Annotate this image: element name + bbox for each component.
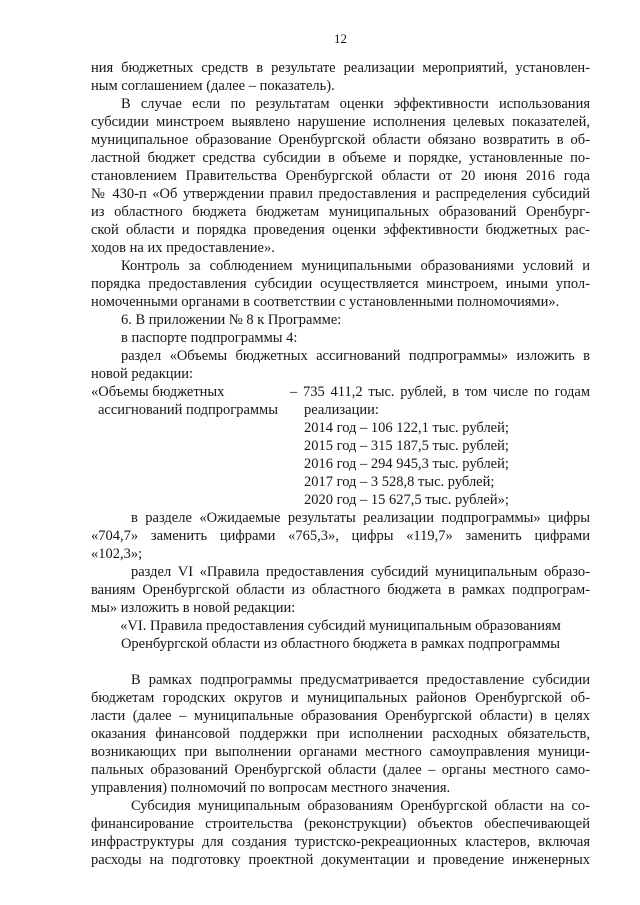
- paragraph-line: № 430-п «Об утверждении правил предоставления и распределения субсидий: [91, 186, 590, 202]
- paragraph-line: раздел «Объемы бюджетных ассигнований подпрограммы» изложить в: [121, 348, 590, 364]
- paragraph-line: возникающих при выполнении органами местного самоуправления муници-: [91, 744, 590, 760]
- section-vi-intro: [91, 563, 590, 617]
- funding-table: [91, 383, 590, 509]
- funding-year-line: 2014 год – 106 122,1 тыс. рублей;: [304, 420, 509, 436]
- paragraph-line: раздел VI «Правила предоставления субсидий муниципальным образо-: [131, 564, 590, 580]
- paragraph-line: «704,7» заменить цифрами «765,3», цифры «119,7» заменить цифрами: [91, 528, 590, 544]
- item-6-heading: 6. В приложении № 8 к Программе:: [121, 312, 342, 328]
- paragraph-line: расходы на подготовку проектной документации и проведение инженерных: [91, 852, 590, 868]
- paragraph-line: ным соглашением (далее – показатель).: [91, 78, 335, 94]
- paragraph-line: ластной бюджет средства субсидии в объеме и порядке, установленные по-: [91, 150, 590, 166]
- paragraph-line: муниципальное образование Оренбургской области обязано возвратить в об-: [91, 132, 590, 148]
- paragraph-line: пальных образований Оренбургской области (далее – органы местного само-: [91, 762, 590, 778]
- paragraph-line: новой редакции:: [91, 366, 194, 382]
- paragraph-line: из областного бюджета бюджетам муниципальных образований Оренбург-: [91, 204, 590, 220]
- paragraph-line: номоченными органами в соответствии с установленными полномочиями».: [91, 294, 560, 310]
- paragraph-line: субсидии минстроем выявлено нарушение исполнения целевых показателей,: [91, 114, 590, 130]
- funding-year-line: 2020 год – 15 627,5 тыс. рублей»;: [304, 492, 509, 508]
- funding-year-line: 2017 год – 3 528,8 тыс. рублей;: [304, 474, 495, 490]
- paragraph-line: «102,3»;: [91, 546, 143, 562]
- paragraph-line: В рамках подпрограммы предусматривается предоставление субсидии: [131, 672, 590, 688]
- section-vi-heading: [91, 617, 590, 653]
- funding-total-line: реализации:: [304, 402, 379, 418]
- funding-year-line: 2015 год – 315 187,5 тыс. рублей;: [304, 438, 509, 454]
- heading-line: Оренбургской области из областного бюджета в рамках подпрограммы: [120, 636, 561, 652]
- paragraph-line: мы» изложить в новой редакции:: [91, 600, 296, 616]
- control-paragraph: [91, 257, 590, 311]
- paragraph-line: ходов на их предоставление».: [91, 240, 275, 256]
- paragraph-line: становлением Правительства Оренбургской области от 20 июня 2016 года: [91, 168, 590, 184]
- funding-table-values: [290, 383, 590, 509]
- funding-total-line: – 735 411,2 тыс. рублей, в том числе по годам: [290, 384, 590, 400]
- intro-paragraph: [91, 59, 590, 95]
- paragraph-line: оказания финансовой поддержки при исполнении расходных обязательств,: [91, 726, 590, 742]
- refund-paragraph: [91, 95, 590, 257]
- passport-intro: в паспорте подпрограммы 4:: [121, 330, 298, 346]
- paragraph-line: В случае если по результатам оценки эффективности использования: [121, 96, 590, 112]
- paragraph-line: финансирование строительства (реконструкции) объектов обеспечивающей: [91, 816, 590, 832]
- paragraph-line: в разделе «Ожидаемые результаты реализации подпрограммы» цифры: [131, 510, 590, 526]
- paragraph-line: порядка предоставления субсидии осуществляется минстроем, иными упол-: [91, 276, 590, 292]
- section-vi-paragraph-1: [91, 671, 590, 797]
- funding-table-label: [91, 383, 290, 509]
- paragraph-line: ния бюджетных средств в результате реализации мероприятий, установлен-: [91, 60, 590, 76]
- paragraph-line: инфраструктуры для создания туристско-рекреационных кластеров, включая: [91, 834, 590, 850]
- paragraph-line: ласти (далее – муниципальные образования Оренбургской области) в целях: [91, 708, 590, 724]
- funding-label-line: «Объемы бюджетных: [91, 384, 225, 400]
- expected-results-paragraph: [91, 509, 590, 563]
- page-body: [91, 59, 590, 869]
- paragraph-line: ваниям Оренбургской области из областного бюджета в рамках подпрограм-: [91, 582, 590, 598]
- paragraph-line: Контроль за соблюдением муниципальными образованиями условий и: [121, 258, 590, 274]
- paragraph-line: ской области и порядка проведения оценки эффективности бюджетных рас-: [91, 222, 590, 238]
- volume-section-intro: [91, 347, 590, 383]
- page-number: 12: [334, 31, 347, 46]
- paragraph-line: Субсидия муниципальным образованиям Оренбургской области на со-: [131, 798, 590, 814]
- section-vi-paragraph-2: [91, 797, 590, 869]
- blank-line: [91, 653, 590, 671]
- funding-label-line: ассигнований подпрограммы: [98, 402, 278, 418]
- funding-year-line: 2016 год – 294 945,3 тыс. рублей;: [304, 456, 509, 472]
- paragraph-line: бюджетам городских округов и муниципальных районов Оренбургской об-: [91, 690, 590, 706]
- heading-line: «VI. Правила предоставления субсидий муниципальным образованиям: [120, 618, 561, 634]
- paragraph-line: управления) полномочий по вопросам местного значения.: [91, 780, 451, 796]
